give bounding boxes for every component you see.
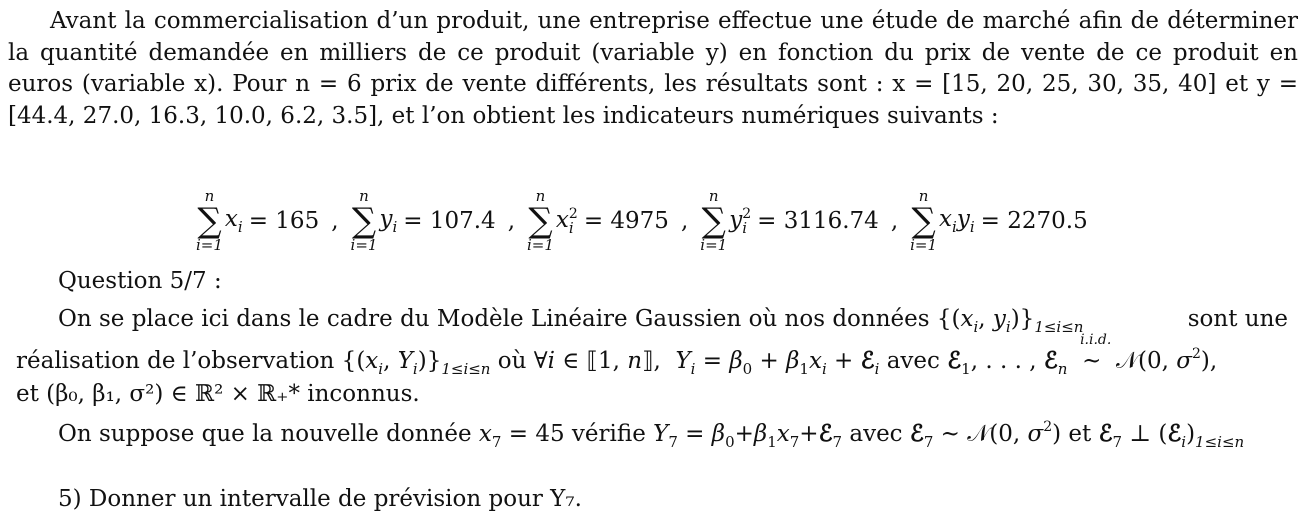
model-line-2: réalisation de l’observation {($x_i$, $Y_i)\}_{1\le i\le n}$ où ∀i ∈ ⟦1, n⟧, $Y_i = \beta_0 + \beta_1x_i$ + ℰ$_i$ avec ℰ$_1$, . . . , ℰ$_n$ ~ i.i.d. 𝒩(0, $\sigma^2$), [16,332,1218,378]
sum-value: = 107.4 [403,208,496,234]
sum-term: $y_i$ [379,206,398,236]
sum-expression [351,189,496,253]
sum-expression [196,189,319,253]
model-line-1: On se place ici dans le cadre du Modèle Linéaire Gaussien où nos données {($x_i$, $y_i)\}_{1\le i\le n}$ sont une [58,306,1288,336]
separator: , [890,208,899,234]
model-line-3: et (β₀, β₁, σ²) ∈ ℝ² × ℝ₊* inconnus. [16,381,420,407]
sum-term: $x_iy_i$ [939,206,975,236]
sum-term: $x_i$ [224,206,243,236]
question-label: Question 5/7 : [58,268,222,294]
sigma-symbol: n ∑ i=1 [350,187,378,254]
sum-term: x 2 i [555,206,578,237]
sigma-symbol: n ∑ i=1 [910,187,938,254]
sum-term: y 2 i [729,206,752,237]
intro-paragraph [8,0,1298,132]
intro-text: Avant la commercialisation d’un produit, une entreprise effectue une étude de marché afin de déterminer la quantité demandée en milliers de ce produit (variable y) en fonction du prix de vente de ce produit en euros (variable x). Pour n = 6 prix de vente différents, les résultats sont : x = [15, 20, 25, 30, 35, 40] et y = [44.4, 27.0, 16.3, 10.0, 6.2, 3.5], et l’on obtient les indicateurs numériques suivants : [8,8,1298,129]
sum-value: = 3116.74 [757,208,879,234]
sum-expression [910,189,1088,253]
task-line: 5) Donner un intervalle de prévision pour Y₇. [58,486,582,512]
sigma-symbol: n ∑ i=1 [196,187,223,254]
sum-expression [527,189,669,253]
exercise-document [8,0,1298,512]
sigma-symbol: n ∑ i=1 [700,187,728,254]
separator: , [507,208,515,234]
new-point-line: On suppose que la nouvelle donnée $x_7 = 45$ vérifie $Y_7$ = $\beta_0+\beta_1x_7+ℰ_7$ avec ℰ$_7$ ~ 𝒩(0, $\sigma^2$) et ℰ$_7$ ⊥ $(ℰ_i)_{1\le i\le n}$ [58,419,1245,451]
summary-statistics [196,186,1088,256]
sum-value: = 2270.5 [980,208,1088,234]
separator: , [331,208,339,234]
sum-value: = 165 [248,208,320,234]
separator: , [680,208,689,234]
sum-value: = 4975 [583,208,669,234]
sum-expression [700,189,879,253]
sigma-symbol: n ∑ i=1 [527,187,554,254]
